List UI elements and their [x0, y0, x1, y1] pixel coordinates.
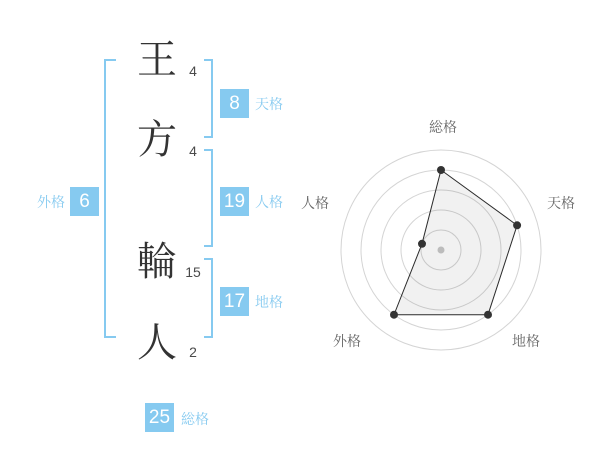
- jinkaku-label: 人格: [255, 194, 283, 210]
- radar-axis-label-soukaku: 総格: [429, 119, 457, 135]
- chikaku-label: 地格: [255, 294, 283, 310]
- soukaku-label: 総格: [181, 411, 209, 427]
- soukaku-value-badge: 25: [145, 403, 174, 432]
- tenkaku-value-badge: 8: [220, 89, 249, 118]
- radar-series: [390, 166, 521, 319]
- gaikaku-value-badge: 6: [70, 187, 99, 216]
- name-char-4: 人: [137, 321, 177, 365]
- tenkaku-label: 天格: [255, 96, 283, 112]
- gaikaku-bracket: [104, 59, 116, 338]
- name-char-1: 王: [137, 38, 177, 82]
- jinkaku-value-badge: 19: [220, 187, 249, 216]
- stroke-count-3: 15: [185, 264, 201, 280]
- stroke-count-2: 4: [189, 143, 197, 159]
- radar-axis-label-chikaku: 地格: [512, 333, 540, 349]
- stroke-count-4: 2: [189, 344, 197, 360]
- jinkaku-bracket: [204, 149, 213, 247]
- radar-axis-label-tenkaku: 天格: [547, 195, 575, 211]
- tenkaku-bracket: [204, 59, 213, 138]
- chikaku-value-badge: 17: [220, 287, 249, 316]
- gaikaku-label: 外格: [37, 194, 65, 210]
- radar-axis-label-gaikaku: 外格: [333, 333, 361, 349]
- stroke-count-1: 4: [189, 63, 197, 79]
- radar-axis-label-jinkaku: 人格: [301, 195, 329, 211]
- radar-chart: [290, 95, 600, 380]
- name-char-3: 輪: [137, 240, 177, 284]
- name-char-2: 方: [137, 118, 177, 162]
- chikaku-bracket: [204, 258, 213, 338]
